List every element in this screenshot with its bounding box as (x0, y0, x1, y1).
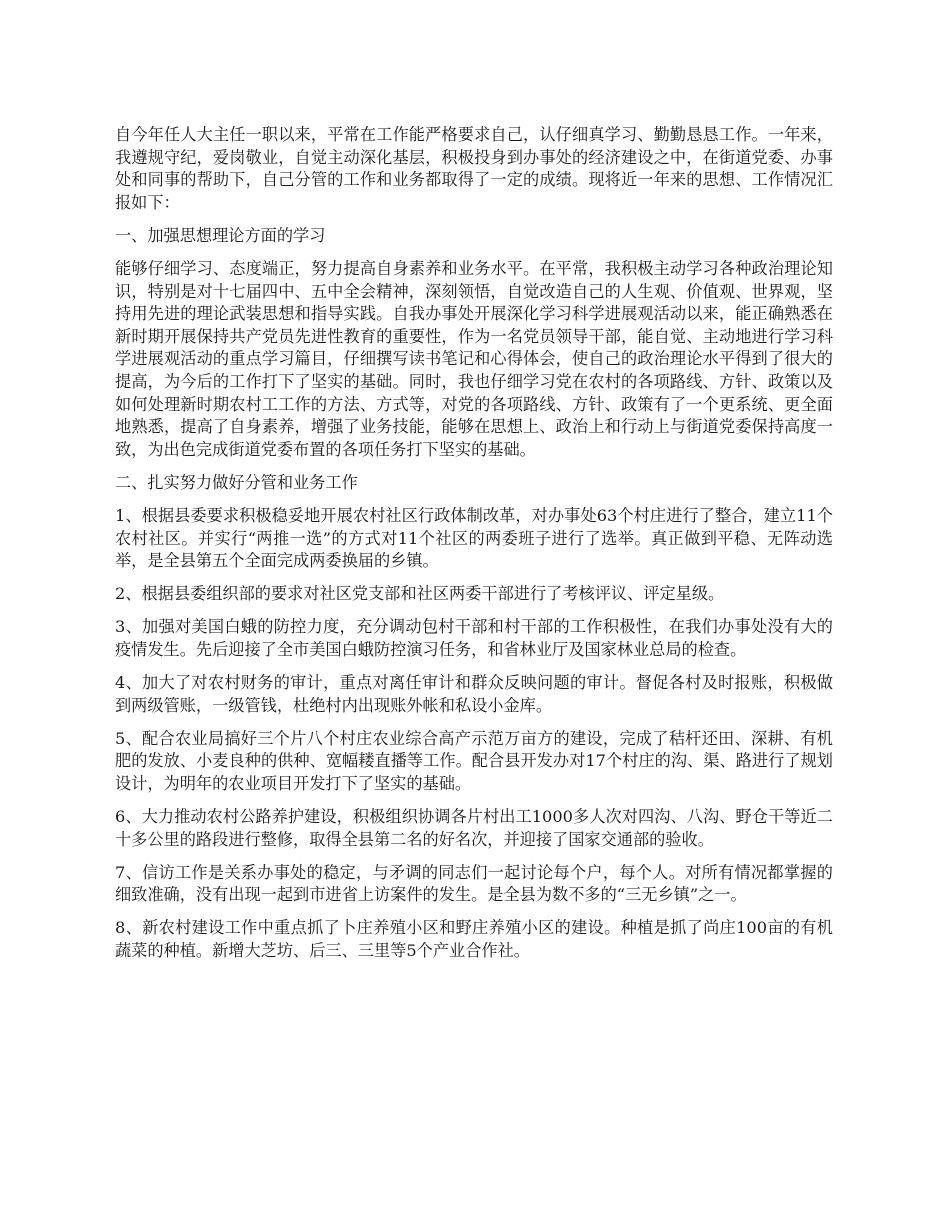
section-heading-2: 二、扎实努力做好分管和业务工作 (115, 472, 358, 492)
list-item-5: 5、配合农业局搞好三个片八个村庄农业综合高产示范万亩方的建设，完成了秸杆还田、深耕、有机肥的发放、小麦良种的供种、宽幅耧直播等工作。配合县开发办对17个村庄的沟、渠、路进行了规划设计，为明年的农业项目开发打下了坚实的基础。 (115, 728, 833, 793)
section-heading-1: 一、加强思想理论方面的学习 (115, 225, 326, 245)
list-item-8: 8、新农村建设工作中重点抓了卜庄养殖小区和野庄养殖小区的建设。种植是抓了尚庄100亩的有机蔬菜的种植。新增大芝坊、后三、三里等5个产业合作社。 (115, 918, 833, 960)
intro-paragraph: 自今年任人大主任一职以来，平常在工作能严格要求自己，认仔细真学习、勤勤恳恳工作。一年来，我遵规守纪，爱岗敬业，自觉主动深化基层，积极投身到办事处的经济建设之中，在街道党委、办事处和同事的帮助下，自己分管的工作和业务都取得了一定的成绩。现将近一年来的思想、工作情况汇报如下： (115, 125, 833, 212)
list-item-4: 4、加大了对农村财务的审计，重点对离任审计和群众反映问题的审计。督促各村及时报账，积极做到两级管账，一级管钱，杜绝村内出现账外帐和私设小金库。 (115, 672, 833, 715)
list-item-7: 7、信访工作是关系办事处的稳定，与矛调的同志们一起讨论每个户，每个人。对所有情况都掌握的细致准确，没有出现一起到市进省上访案件的发生。是全县为数不多的“三无乡镇”之一。 (115, 862, 833, 905)
list-item-1: 1、根据县委要求积极稳妥地开展农村社区行政体制改革，对办事处63个村庄进行了整合，建立11个农村社区。并实行“两推一选”的方式对11个社区的两委班子进行了选举。真正做到平稳、无阵动选举，是全县第五个全面完成两委换届的乡镇。 (115, 505, 833, 571)
list-item-2: 2、根据县委组织部的要求对社区党支部和社区两委干部进行了考核评议、评定星级。 (115, 584, 725, 604)
section-1-paragraph: 能够仔细学习、态度端正，努力提高自身素养和业务水平。在平常，我积极主动学习各种政治理论知识，特别是对十七届四中、五中全会精神，深刻领悟，自觉改造自己的人生观、价值观、世界观，坚持用先进的理论武装思想和指导实践。自我办事处开展深化学习科学进展观活动以来，能正确熟悉在新时期开展保持共产党员先进性教育的重要性，作为一名党员领导干部，能自觉、主动地进行学习科学进展观活动的重点学习篇目，仔细撰写读书笔记和心得体会，使自己的政治理论水平得到了很大的提高，为今后的工作打下了坚实的基础。同时，我也仔细学习党在农村的各项路线、方针、政策以及如何处理新时期农村工工作的方法、方式等，对党的各项路线、方针、政策有了一个更系统、更全面地熟悉，提高了自身素养，增强了业务技能，能够在思想上、政治上和行动上与街道党委保持高度一致，为出色完成街道党委布置的各项任务打下坚实的基础。 (115, 258, 833, 459)
list-item-3: 3、加强对美国白蛾的防控力度，充分调动包村干部和村干部的工作积极性，在我们办事处没有大的疫情发生。先后迎接了全市美国白蛾防控演习任务，和省林业厅及国家林业总局的检查。 (115, 617, 833, 659)
list-item-6: 6、大力推动农村公路养护建设，积极组织协调各片村出工1000多人次对四沟、八沟、野仓干等近二十多公里的路段进行整修，取得全县第二名的好名次，并迎接了国家交通部的验收。 (115, 806, 833, 849)
document-body (115, 124, 833, 973)
